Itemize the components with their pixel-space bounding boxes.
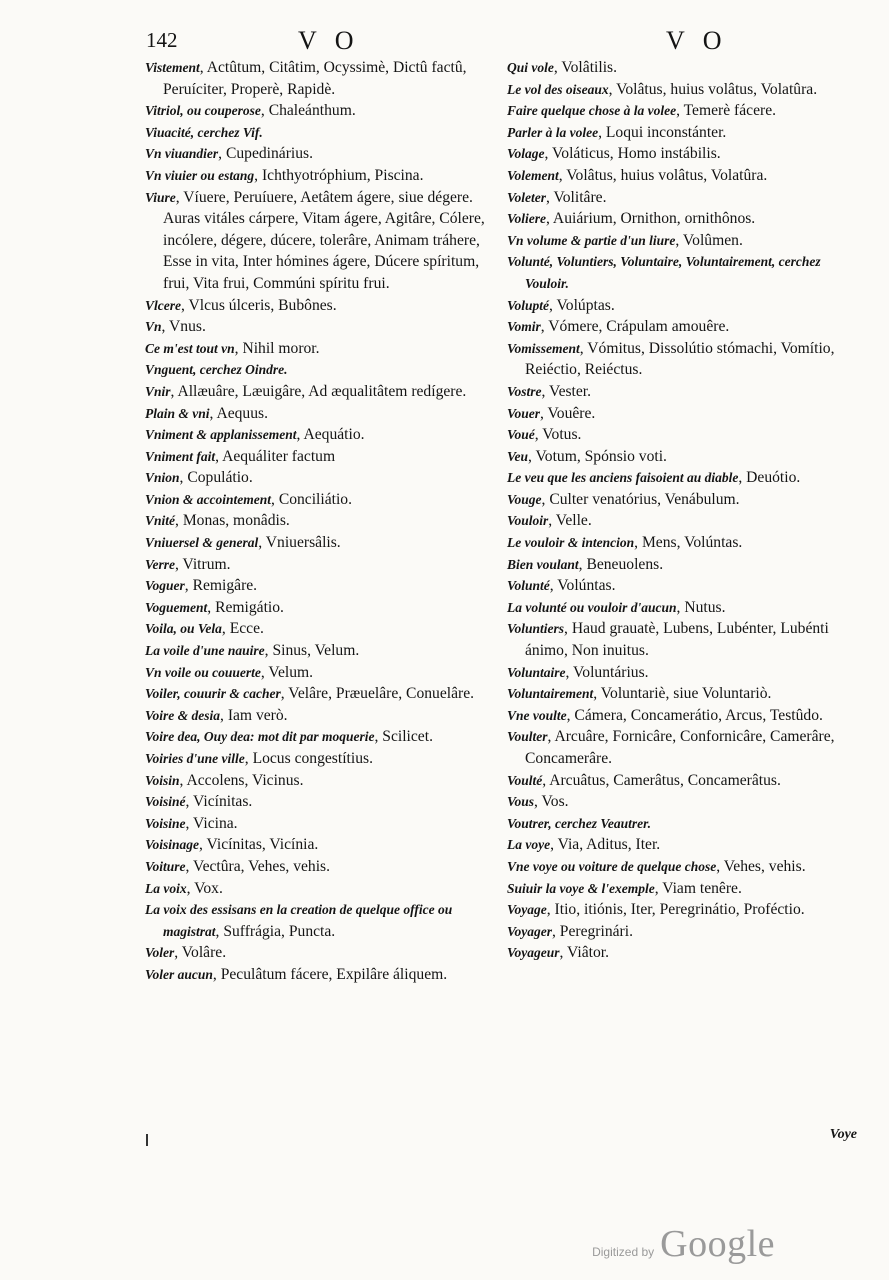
entry-translation: , Vicínitas. <box>185 793 253 811</box>
dictionary-entry <box>145 770 495 792</box>
entry-headword: Viure <box>145 189 176 205</box>
dictionary-entry <box>507 165 859 187</box>
entry-translation: , Monas, monâdis. <box>175 512 290 530</box>
entry-headword: Voiler, couurir & cacher <box>145 686 281 702</box>
entry-translation: , Vicínitas, Vicínia. <box>199 836 319 854</box>
entry-translation: , Volâtus, huius volâtus, Volatûra. <box>608 80 818 98</box>
dictionary-entry <box>507 683 859 705</box>
entry-translation: , Vlcus úlceris, Bubônes. <box>181 296 337 314</box>
entry-headword: Voué <box>507 427 535 443</box>
entry-translation: , Loqui inconstánter. <box>598 123 727 141</box>
dictionary-entry <box>145 662 495 684</box>
entry-headword: Vn voile ou couuerte <box>145 664 261 680</box>
entry-translation: , Volûmen. <box>675 231 743 249</box>
dictionary-entry <box>145 618 495 640</box>
page-number: 142 <box>146 28 178 52</box>
entry-translation: , Cámera, Concamerátio, Arcus, Testûdo. <box>566 706 823 724</box>
entry-headword: Faire quelque chose à la volee <box>507 103 677 119</box>
entry-translation: , Volâre. <box>174 944 227 962</box>
entry-headword: Vn viuandier <box>145 146 219 162</box>
entry-headword: Vnion & accointement <box>145 491 272 507</box>
dictionary-entry <box>507 57 859 79</box>
entry-headword: Vn <box>145 319 162 335</box>
entry-headword: La voile d'une nauire <box>145 643 265 659</box>
entry-headword: Plain & vni <box>145 405 210 421</box>
dictionary-entry <box>507 834 859 856</box>
entry-headword: Vomissement <box>507 340 580 356</box>
dictionary-entry <box>507 467 859 489</box>
dictionary-entry <box>145 726 495 748</box>
entry-headword: Vomir <box>507 319 541 335</box>
entry-headword: Vlcere <box>145 297 181 313</box>
entry-translation: , Remigâre. <box>184 577 258 595</box>
entry-headword: Volupté <box>507 297 550 313</box>
entry-translation: , Remigátio. <box>207 598 284 616</box>
margin-mark <box>146 1134 148 1146</box>
entry-translation: , Vicina. <box>185 814 238 832</box>
entry-headword: Vostre <box>507 383 542 399</box>
entry-translation: , Peregrinári. <box>552 922 633 940</box>
dictionary-entry <box>507 187 859 209</box>
dictionary-entry <box>145 597 495 619</box>
dictionary-entry <box>145 942 495 964</box>
dictionary-entry <box>507 618 859 661</box>
entry-headword: Voyage <box>507 902 547 918</box>
entry-translation: , Aequáliter factum <box>215 447 336 465</box>
dictionary-entry <box>145 187 495 295</box>
dictionary-entry <box>507 295 859 317</box>
entry-translation: , Chaleánthum. <box>260 102 356 120</box>
entry-translation: , Actûtum, Citâtim, Ocyssimè, Dictû factû, Peruíciter, Properè, Rapidè. <box>163 59 467 98</box>
entry-headword: Vn viuier ou estang <box>145 167 255 183</box>
entry-headword: Volunté, Voluntiers, Voluntaire, Voluntairement, cerchez Vouloir. <box>507 254 821 291</box>
entry-translation: , Scilicet. <box>374 728 433 746</box>
dictionary-entry <box>145 640 495 662</box>
dictionary-entry <box>145 381 495 403</box>
entry-headword: La volunté ou vouloir d'aucun <box>507 599 677 615</box>
entry-translation: , Voluntariè, siue Voluntariò. <box>593 685 772 703</box>
dictionary-entry <box>145 683 495 705</box>
dictionary-entry <box>507 942 859 964</box>
entry-headword: Voliere <box>507 211 546 227</box>
running-head-left: V O <box>298 26 360 55</box>
entry-headword: Voguer <box>145 578 185 594</box>
entry-headword: Vitriol, ou couperose <box>145 103 261 119</box>
dictionary-entry <box>507 878 859 900</box>
dictionary-entry <box>507 510 859 532</box>
entry-translation: , Suffrágia, Puncta. <box>215 922 336 940</box>
entry-translation: , Vouêre. <box>540 404 596 422</box>
entry-headword: Vnion <box>145 470 180 486</box>
entry-translation: , Vectûra, Vehes, vehis. <box>185 857 331 875</box>
entry-translation: , Locus congestítius. <box>244 750 373 767</box>
entry-headword: Voluntiers <box>507 621 565 637</box>
entry-headword: Vniuersel & general <box>145 535 259 551</box>
dictionary-entry <box>145 143 495 165</box>
dictionary-entry <box>507 338 859 381</box>
entry-translation: , Haud grauatè, Lubens, Lubénter, Lubénti ánimo, Non inuitus. <box>525 620 829 660</box>
dictionary-entry <box>507 921 859 943</box>
entry-headword: Parler à la volee <box>507 124 599 140</box>
entry-headword: Vnguent, cerchez Oindre. <box>145 362 288 378</box>
dictionary-entry <box>145 899 495 942</box>
digitized-watermark <box>592 1222 775 1266</box>
dictionary-entry <box>507 899 859 921</box>
dictionary-entry <box>145 834 495 856</box>
entry-translation: , Copulátio. <box>179 469 253 487</box>
dictionary-entry <box>507 79 859 101</box>
entry-translation: , Víuere, Peruíuere, Aetâtem ágere, siue dégere. Auras vitáles cárpere, Vitam ágere, Agitâre, Cólere, incólere, dégere, dúcere, tolerâre, Animam tráhere, Esse in vita, Inter hómines ágere, Dúcere spíritum, frui, Vita frui, Commúni spíritu frui. <box>163 188 485 292</box>
entry-headword: Voulter <box>507 729 548 745</box>
entry-translation: , Volúptas. <box>549 296 615 314</box>
entry-headword: Vniment & applanissement <box>145 427 297 443</box>
entry-headword: Voiries d'une ville <box>145 751 245 766</box>
dictionary-entry <box>145 510 495 532</box>
dictionary-entry <box>145 316 495 338</box>
dictionary-entry <box>507 208 859 230</box>
entry-headword: Volement <box>507 167 559 183</box>
entry-headword: Voisin <box>145 772 180 788</box>
entry-translation: , Vitrum. <box>175 555 231 573</box>
entry-headword: Voiture <box>145 858 186 874</box>
entry-translation: , Volúntas. <box>549 577 616 595</box>
entry-translation: , Accolens, Vicinus. <box>179 771 304 789</box>
dictionary-entry <box>145 813 495 835</box>
dictionary-entry <box>507 489 859 511</box>
entry-headword: Voler aucun <box>145 966 213 982</box>
entry-headword: Vne voulte <box>507 707 567 723</box>
entry-translation: , Aequus. <box>209 404 268 422</box>
dictionary-entry <box>507 446 859 468</box>
dictionary-entry <box>145 964 495 986</box>
entry-translation: , Vómitus, Dissolútio stómachi, Vomítio, Reiéctio, Reiéctus. <box>525 339 835 379</box>
dictionary-entry <box>507 856 859 878</box>
entry-translation: , Viâtor. <box>559 944 609 962</box>
dictionary-entry <box>507 791 859 813</box>
entry-headword: Vouer <box>507 405 541 421</box>
entry-translation: , Itio, itiónis, Iter, Peregrinátio, Proféctio. <box>546 901 805 919</box>
entry-headword: Voler <box>145 945 175 961</box>
entry-headword: Voyager <box>507 923 552 939</box>
dictionary-entry <box>507 597 859 619</box>
entry-translation: , Votum, Spónsio voti. <box>528 447 667 465</box>
entry-translation: , Vester. <box>541 382 592 400</box>
entry-translation: , Vniuersâlis. <box>258 534 341 552</box>
entry-translation: , Volâtilis. <box>553 59 617 76</box>
dictionary-entry <box>145 122 495 144</box>
entry-headword: Voguement <box>145 599 208 615</box>
entry-translation: , Velum. <box>260 663 314 681</box>
entry-translation: , Ecce. <box>221 620 264 638</box>
dictionary-entry <box>145 748 495 770</box>
entry-translation: , Mens, Volúntas. <box>634 534 743 552</box>
entry-translation: , Arcuâtus, Camerâtus, Concamerâtus. <box>542 771 781 789</box>
entry-headword: Voulté <box>507 772 543 788</box>
entry-headword: Voisiné <box>145 794 186 810</box>
entry-headword: Volage <box>507 146 545 162</box>
entry-translation: , Deuótio. <box>738 469 801 487</box>
entry-headword: Voluntaire <box>507 664 566 680</box>
entry-headword: Voyageur <box>507 945 560 961</box>
dictionary-entry <box>145 705 495 727</box>
entry-translation: , Nihil moror. <box>234 339 320 357</box>
dictionary-entry <box>145 467 495 489</box>
dictionary-entry <box>145 532 495 554</box>
entry-translation: , Viam tenêre. <box>654 879 742 897</box>
dictionary-entry <box>507 403 859 425</box>
entry-headword: Vistement <box>145 60 200 75</box>
right-column <box>507 57 859 964</box>
dictionary-entry <box>507 381 859 403</box>
dictionary-entry <box>507 554 859 576</box>
dictionary-entry <box>145 856 495 878</box>
entry-translation: , Auiárium, Ornithon, ornithônos. <box>546 210 756 228</box>
dictionary-entry <box>145 554 495 576</box>
entry-headword: Vnité <box>145 513 176 529</box>
dictionary-entry <box>145 446 495 468</box>
entry-headword: Vnir <box>145 383 171 399</box>
dictionary-entry <box>145 100 495 122</box>
dictionary-entry <box>145 338 495 360</box>
entry-headword: Voutrer, cerchez Veautrer. <box>507 815 652 831</box>
entry-translation: , Voláticus, Homo instábilis. <box>544 145 721 163</box>
dictionary-entry <box>145 295 495 317</box>
entry-translation: , Velle. <box>548 512 592 530</box>
entry-translation: , Aequátio. <box>296 426 365 444</box>
running-head-right: V O <box>666 26 728 55</box>
entry-translation: , Iam verò. <box>220 706 288 724</box>
entry-translation: , Ichthyotróphium, Piscina. <box>254 166 424 184</box>
entry-headword: La voix des essisans en la creation de quelque office ou magistrat <box>145 902 453 939</box>
entry-headword: Le veu que les anciens faisoient au diable <box>507 470 739 486</box>
dictionary-entry <box>145 165 495 187</box>
dictionary-entry <box>507 770 859 792</box>
entry-translation: , Volâtus, huius volâtus, Volatûra. <box>558 166 768 184</box>
entry-translation: , Cupedinárius. <box>218 145 314 163</box>
entry-headword: Vniment fait <box>145 448 216 464</box>
entry-headword: La voix <box>145 880 187 896</box>
entry-headword: Voleter <box>507 189 546 205</box>
dictionary-entry <box>507 424 859 446</box>
dictionary-entry <box>145 791 495 813</box>
entry-headword: Voire & desia <box>145 707 221 723</box>
entry-translation: , Vómere, Crápulam amouêre. <box>540 318 730 336</box>
entry-headword: Qui vole <box>507 60 554 75</box>
entry-translation: , Conciliátio. <box>271 490 353 508</box>
entry-translation: , Sinus, Velum. <box>264 642 360 660</box>
entry-translation: , Temerè fácere. <box>676 102 777 120</box>
dictionary-entry <box>507 662 859 684</box>
dictionary-entry <box>145 359 495 381</box>
entry-headword: Voire dea, Ouy dea: mot dit par moquerie <box>145 729 375 745</box>
dictionary-entry <box>507 251 859 294</box>
entry-translation: , Nutus. <box>676 598 726 616</box>
entry-headword: Suiuir la voye & l'exemple <box>507 880 655 896</box>
entry-translation: , Allæuâre, Læuigâre, Ad æqualitâtem redígere. <box>170 382 467 400</box>
entry-headword: Vouge <box>507 491 542 507</box>
entry-headword: Le vol des oiseaux <box>507 81 609 97</box>
dictionary-entry <box>507 705 859 727</box>
entry-headword: Vne voye ou voiture de quelque chose <box>507 858 717 874</box>
entry-headword: Volunté <box>507 578 550 594</box>
dictionary-entry <box>145 57 495 100</box>
dictionary-entry <box>507 316 859 338</box>
dictionary-entry <box>507 143 859 165</box>
entry-translation: , Vnus. <box>161 318 206 336</box>
entry-headword: Le vouloir & intencion <box>507 535 635 551</box>
entry-translation: , Arcuâre, Fornicâre, Confornicâre, Camerâre, Concamerâre. <box>525 728 835 767</box>
dictionary-entry <box>507 726 859 769</box>
entry-translation: , Volitâre. <box>546 188 607 206</box>
entry-translation: , Vehes, vehis. <box>716 857 806 875</box>
entry-headword: Ce m'est tout vn <box>145 340 235 356</box>
dictionary-entry <box>507 813 859 835</box>
entry-headword: Viuacité, cerchez Vif. <box>145 124 263 140</box>
dictionary-entry <box>145 489 495 511</box>
entry-translation: , Velâre, Præuelâre, Conuelâre. <box>280 685 475 703</box>
dictionary-entry <box>145 878 495 900</box>
dictionary-entry <box>507 122 859 144</box>
entry-headword: Voila, ou Vela <box>145 621 222 637</box>
entry-headword: Vn volume & partie d'un liure <box>507 232 676 248</box>
entry-translation: , Culter venatórius, Venábulum. <box>541 490 740 508</box>
entry-headword: Vous <box>507 794 535 810</box>
watermark-brand: Google <box>660 1223 775 1265</box>
entry-headword: Voisinage <box>145 837 200 853</box>
entry-headword: Bien voulant <box>507 556 579 572</box>
entry-translation: , Via, Aditus, Iter. <box>550 836 661 854</box>
dictionary-entry <box>507 575 859 597</box>
entry-translation: , Beneuolens. <box>578 555 664 573</box>
entry-translation: , Voluntárius. <box>565 663 649 681</box>
dictionary-entry <box>145 403 495 425</box>
dictionary-entry <box>145 424 495 446</box>
entry-translation: , Peculâtum fácere, Expilâre áliquem. <box>212 965 448 983</box>
entry-headword: Verre <box>145 556 175 572</box>
dictionary-entry <box>507 532 859 554</box>
entry-translation: , Vos. <box>534 793 569 811</box>
entry-headword: Vouloir <box>507 513 549 529</box>
entry-headword: La voye <box>507 837 551 853</box>
left-column <box>145 57 495 986</box>
dictionary-entry <box>145 575 495 597</box>
entry-translation: , Vox. <box>186 879 223 897</box>
entry-headword: Voisine <box>145 815 186 831</box>
dictionary-entry <box>507 230 859 252</box>
watermark-prefix: Digitized by <box>592 1245 655 1259</box>
dictionary-entry <box>507 100 859 122</box>
entry-translation: , Votus. <box>534 426 582 444</box>
entry-headword: Voluntairement <box>507 686 594 702</box>
catchword: Voye <box>829 1127 857 1142</box>
entry-headword: Veu <box>507 448 529 464</box>
